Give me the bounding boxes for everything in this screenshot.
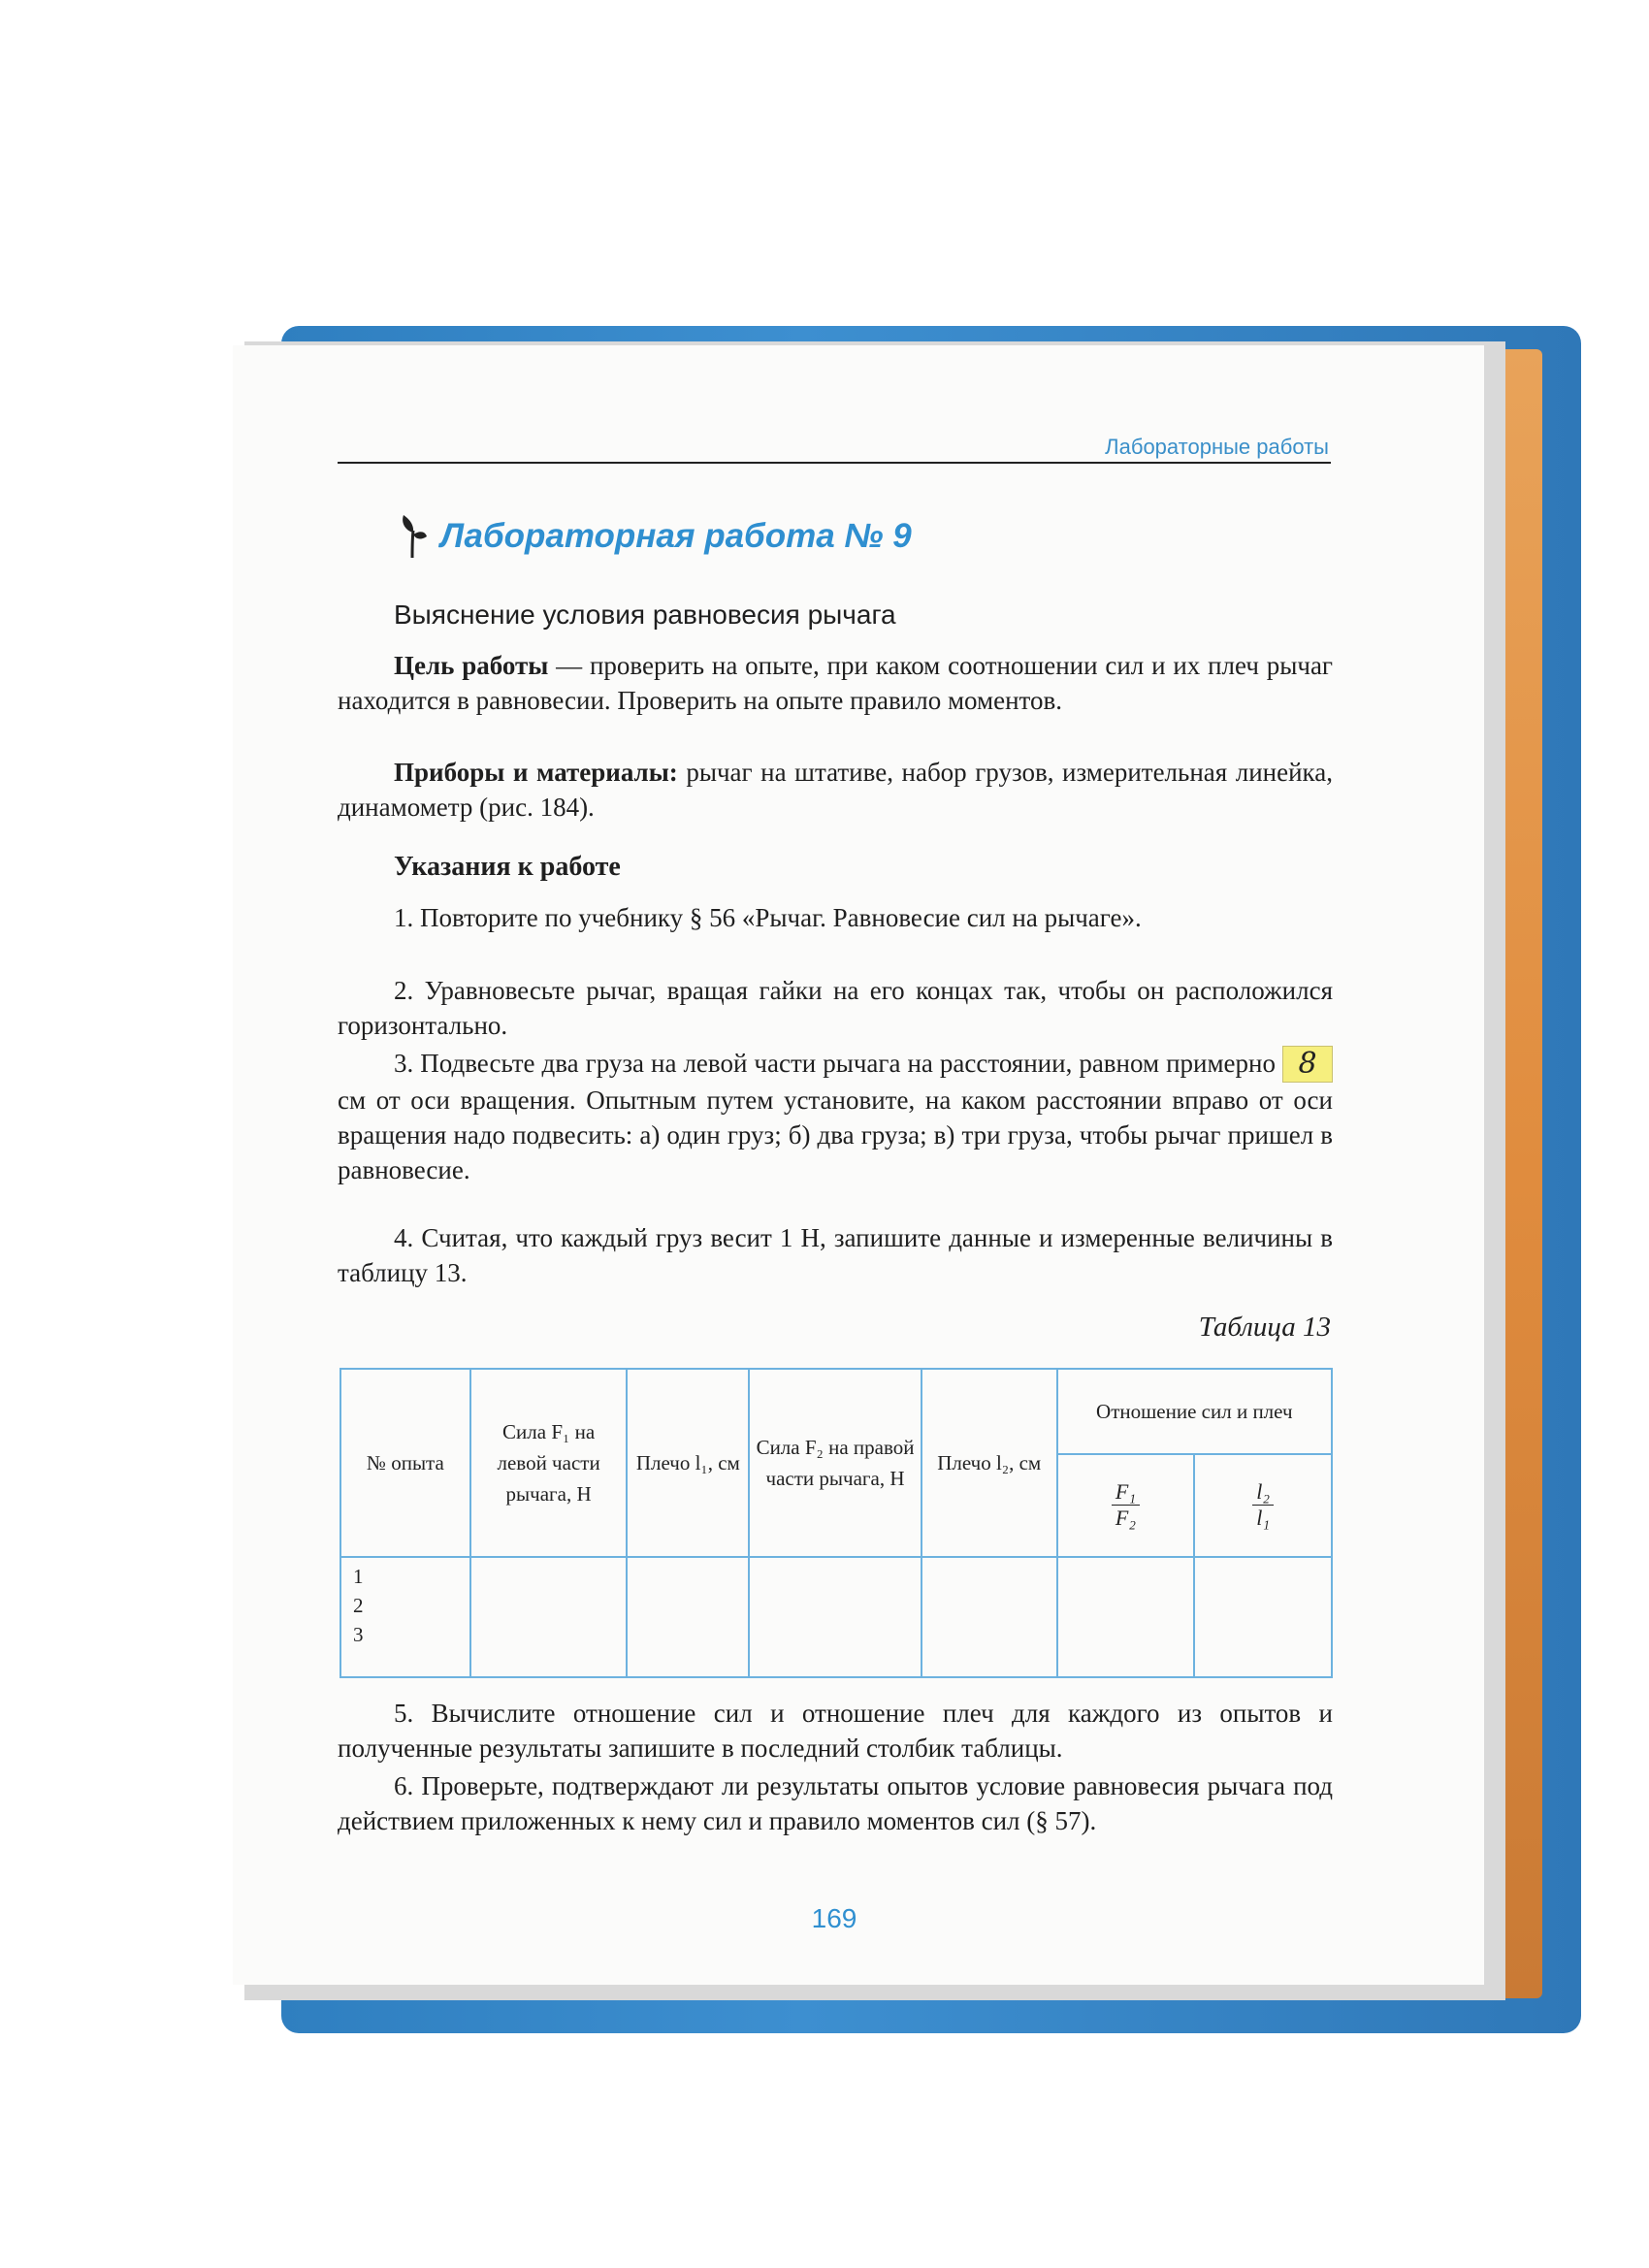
instruction-item-5 [338, 1696, 1333, 1766]
goal-label: Цель работы [394, 651, 549, 680]
force-left-cell [470, 1557, 628, 1677]
lab-title: Лабораторная работа № 9 [440, 517, 912, 555]
force-ratio-cell [1057, 1557, 1195, 1677]
instruction-item-5-text: 5. Вычислите отношение сил и отношение плеч для каждого из опытов и полученные результаты запишите в последний столбик таблицы. [338, 1699, 1333, 1763]
instruction-item-4 [338, 1220, 1333, 1290]
instruction-item-3 [338, 1046, 1333, 1187]
arm-ratio-numerator: l₂ [1252, 1479, 1274, 1506]
instruction-item-1-text: 1. Повторите по учебнику § 56 «Рычаг. Равновесие сил на рычаге». [394, 903, 1142, 932]
column-header-arm-right: Плечо l₂, см [922, 1369, 1057, 1557]
column-header-ratio: Отношение сил и плеч [1057, 1369, 1332, 1454]
column-header-number: № опыта [340, 1369, 470, 1557]
results-table [340, 1368, 1333, 1678]
experiment-row-2: 2 [353, 1593, 364, 1617]
running-header: Лабораторные работы [1105, 435, 1329, 459]
arm-ratio-fraction [1252, 1479, 1274, 1531]
goal-text: — проверить на опыте, при каком соотношении сил и их плеч рычаг находится в равновесии. Проверить на опыте правило моментов. [338, 651, 1333, 715]
lab-subtitle: Выяснение условия равновесия рычага [394, 599, 896, 630]
instruction-item-3-after: см от оси вращения. Опытным путем установите, на каком расстоянии вправо от оси вращения надо подвесить: а) один груз; б) два груза; в) три груза, чтобы рычаг пришел в равновесие. [338, 1085, 1333, 1184]
experiment-row-1: 1 [353, 1564, 364, 1588]
force-ratio-fraction [1112, 1479, 1140, 1531]
instruction-item-2 [338, 973, 1333, 1043]
equipment-label: Приборы и материалы: [394, 758, 678, 787]
header-rule [338, 462, 1331, 464]
column-header-force-right: Сила F₂ на правой части рычага, Н [749, 1369, 922, 1557]
equipment-paragraph [338, 755, 1333, 825]
instruction-item-3-before: 3. Подвесьте два груза на левой части рычага на расстоянии, равном примерно [394, 1049, 1282, 1078]
force-right-cell [749, 1557, 922, 1677]
page-number: 169 [811, 1903, 857, 1933]
instruction-item-1 [338, 900, 1333, 935]
table-caption: Таблица 13 [1198, 1312, 1331, 1343]
handwritten-highlight: 8 [1282, 1046, 1333, 1083]
instructions-heading: Указания к работе [394, 852, 621, 882]
leaf-icon [396, 513, 429, 560]
instruction-item-4-text: 4. Считая, что каждый груз весит 1 Н, запишите данные и измеренные величины в таблицу 13. [338, 1223, 1333, 1287]
force-ratio-numerator: F₁ [1112, 1479, 1140, 1506]
arm-right-cell [922, 1557, 1057, 1677]
equipment-text: рычаг на штативе, набор грузов, измерительная линейка, динамометр (рис. 184). [338, 758, 1333, 822]
instruction-item-2-text: 2. Уравновесьте рычаг, вращая гайки на его концах так, чтобы он расположился горизонтально. [338, 976, 1333, 1040]
arm-ratio-denominator: l₁ [1256, 1506, 1271, 1531]
experiment-number-cell [340, 1557, 470, 1677]
column-header-force-left: Сила F₁ на левой части рычага, Н [470, 1369, 628, 1557]
arm-ratio-cell [1194, 1557, 1332, 1677]
lab-title-block [396, 512, 912, 561]
goal-paragraph [338, 648, 1333, 718]
instruction-item-6-text: 6. Проверьте, подтверждают ли результаты опытов условие равновесия рычага под действием приложенных к нему сил и правило моментов сил (§ 57). [338, 1771, 1333, 1835]
experiment-row-3: 3 [353, 1622, 364, 1646]
column-header-arm-left: Плечо l₁, см [627, 1369, 749, 1557]
arm-left-cell [627, 1557, 749, 1677]
column-header-arm-ratio [1194, 1454, 1332, 1557]
force-ratio-denominator: F₂ [1115, 1506, 1136, 1531]
column-header-force-ratio [1057, 1454, 1195, 1557]
instruction-item-6 [338, 1768, 1333, 1838]
